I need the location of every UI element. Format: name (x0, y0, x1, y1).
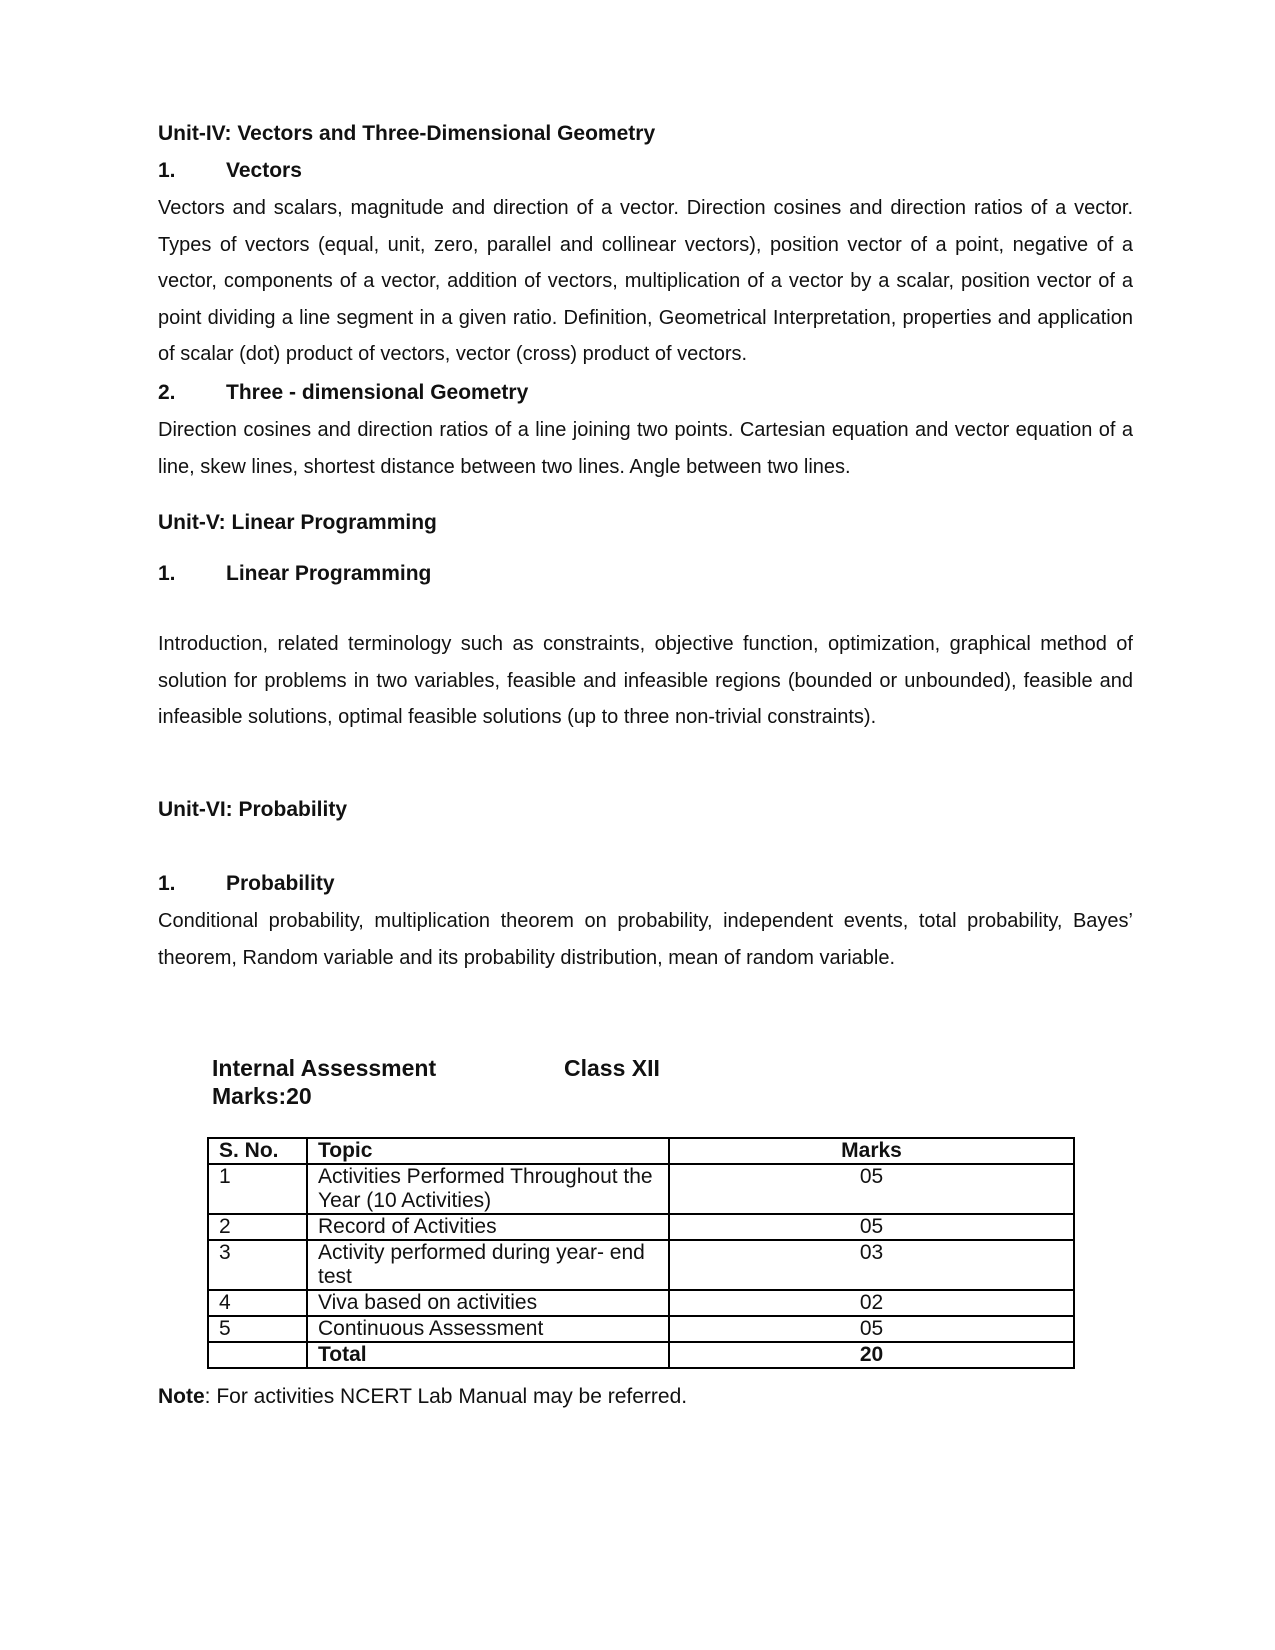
table-row (208, 1240, 1074, 1290)
table-header-row (208, 1138, 1074, 1164)
unit-6-section-1-title: Probability (226, 872, 335, 895)
unit-4-section-2-text: Direction cosines and direction ratios of a line joining two points. Cartesian equation and vector equation of a line, skew lines, shortest distance between two lines. Angle between two lines. (158, 419, 1133, 478)
row-sno: 4 (208, 1290, 307, 1316)
table-row (208, 1164, 1074, 1214)
row-topic: Viva based on activities (307, 1290, 669, 1316)
unit-6-heading: Unit-VI: Probability (158, 798, 347, 821)
unit-4-section-2-number: 2. (158, 381, 176, 404)
unit-6-section-1-number: 1. (158, 872, 176, 895)
unit-4-section-1-number: 1. (158, 159, 176, 182)
unit-5-section-1-title: Linear Programming (226, 562, 432, 585)
table-total-row (208, 1342, 1074, 1368)
unit-5-heading: Unit-V: Linear Programming (158, 511, 437, 534)
row-sno: 1 (208, 1164, 307, 1214)
unit-4-section-1-text: Vectors and scalars, magnitude and direction of a vector. Direction cosines and direction ratios of a vector. Types of vectors (equal, unit, zero, parallel and collinear vectors), position vector of a point, negative of a vector, components of a vector, addition of vectors, multiplication of a vector by a scalar, position vector of a point dividing a line segment in a given ratio. Definition, Geometrical Interpretation, properties and application of scalar (dot) product of vectors, vector (cross) product of vectors. (158, 197, 1133, 365)
assessment-table (207, 1137, 1075, 1369)
note-text: : For activities NCERT Lab Manual may be referred. (204, 1385, 688, 1408)
row-marks: 02 (669, 1290, 1074, 1316)
header-marks: Marks (669, 1138, 1074, 1164)
row-marks: 05 (669, 1316, 1074, 1342)
header-sno: S. No. (208, 1138, 307, 1164)
row-topic: Continuous Assessment (307, 1316, 669, 1342)
note (158, 1385, 687, 1409)
assessment-marks-label: Marks:20 (212, 1083, 312, 1109)
row-sno: 2 (208, 1214, 307, 1240)
table-row (208, 1214, 1074, 1240)
table-row (208, 1316, 1074, 1342)
row-marks: 05 (669, 1214, 1074, 1240)
assessment-class-label: Class XII (564, 1055, 660, 1081)
assessment-title: Internal Assessment (212, 1055, 437, 1081)
unit-4-section-2-title: Three - dimensional Geometry (226, 381, 529, 404)
row-marks: 05 (669, 1164, 1074, 1214)
note-label: Note (158, 1385, 205, 1408)
total-marks: 20 (669, 1342, 1074, 1368)
unit-4-section-1-title: Vectors (226, 159, 302, 182)
header-topic: Topic (307, 1138, 669, 1164)
unit-4-heading: Unit-IV: Vectors and Three-Dimensional Geometry (158, 122, 656, 145)
row-topic: Activity performed during year- end test (307, 1240, 669, 1290)
row-topic: Record of Activities (307, 1214, 669, 1240)
total-label: Total (307, 1342, 669, 1368)
total-sno (208, 1342, 307, 1368)
unit-5-section-1-number: 1. (158, 562, 176, 585)
unit-5-section-1-text: Introduction, related terminology such as constraints, objective function, optimization, graphical method of solution for problems in two variables, feasible and infeasible regions (bounded or unbounded), feasible and infeasible solutions, optimal feasible solutions (up to three non-trivial constraints). (158, 633, 1133, 728)
row-topic: Activities Performed Throughout the Year (10 Activities) (307, 1164, 669, 1214)
row-sno: 3 (208, 1240, 307, 1290)
row-marks: 03 (669, 1240, 1074, 1290)
table-row (208, 1290, 1074, 1316)
row-sno: 5 (208, 1316, 307, 1342)
unit-6-section-1-text: Conditional probability, multiplication theorem on probability, independent events, total probability, Bayes’ theorem, Random variable and its probability distribution, mean of random variable. (158, 910, 1133, 969)
